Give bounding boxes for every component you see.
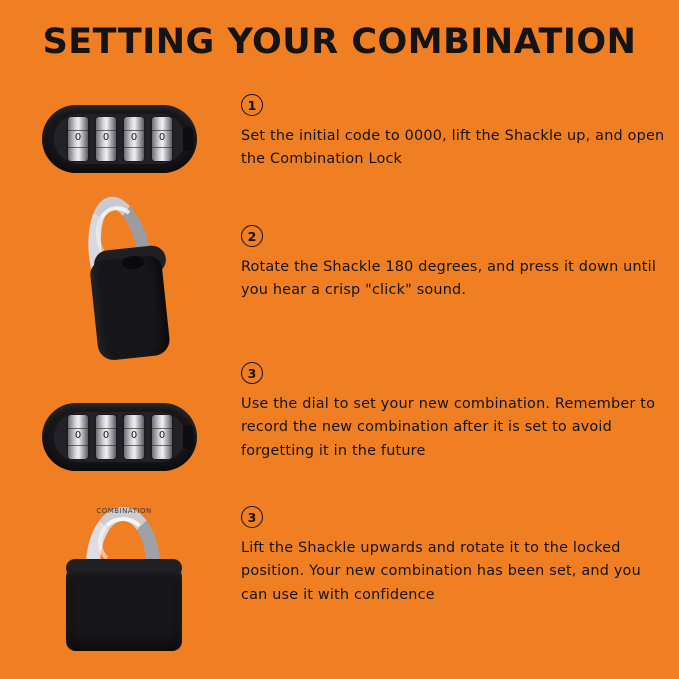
step-description: Use the dial to set your new combination. Remember to record the new combination after it is set to avoid forgetting it in the future	[241, 396, 656, 459]
dial-digit: 0	[74, 132, 82, 143]
dial-wheel	[152, 117, 172, 161]
illustration-step-4-locked-padlock	[58, 505, 190, 653]
illustration-step-1-dial-lock	[42, 105, 197, 173]
dial-digit: 0	[102, 430, 110, 441]
illustration-step-3-dial-lock	[42, 403, 197, 471]
dial-wheel	[96, 415, 116, 459]
illustration-step-2-rotated-shackle	[82, 196, 202, 361]
lock-body	[66, 567, 182, 651]
step-3	[241, 362, 671, 463]
dial-group	[68, 415, 172, 459]
dial-wheel	[68, 117, 88, 161]
step-4	[241, 506, 671, 607]
lock-shackle-stub	[183, 127, 193, 151]
dial-wheel	[68, 415, 88, 459]
step-1	[241, 94, 671, 172]
dial-digit: 0	[158, 132, 166, 143]
step-number-badge: 3	[241, 506, 263, 528]
dial-digit: 0	[130, 132, 138, 143]
dial-digit: 0	[74, 430, 82, 441]
dial-wheel	[124, 415, 144, 459]
lock-shackle-stub	[183, 425, 193, 449]
dial-wheel	[96, 117, 116, 161]
step-number-badge: 1	[241, 94, 263, 116]
step-2	[241, 225, 671, 303]
dial-digit: 0	[130, 430, 138, 441]
dial-digit: 0	[102, 132, 110, 143]
brand-label: COMBINATION	[96, 507, 152, 515]
step-number-badge: 2	[241, 225, 263, 247]
step-description: Rotate the Shackle 180 degrees, and press it down until you hear a crisp "click" sound.	[241, 259, 657, 299]
page-title: SETTING YOUR COMBINATION	[42, 22, 637, 62]
dial-group	[68, 117, 172, 161]
step-number-badge: 3	[241, 362, 263, 384]
step-description: Set the initial code to 0000, lift the Shackle up, and open the Combination Lock	[241, 128, 665, 168]
dial-wheel	[152, 415, 172, 459]
dial-wheel	[124, 117, 144, 161]
step-description: Lift the Shackle upwards and rotate it to the locked position. Your new combination has been set, and you can use it with confidence	[241, 540, 641, 603]
lock-body	[89, 255, 171, 362]
dial-digit: 0	[158, 430, 166, 441]
